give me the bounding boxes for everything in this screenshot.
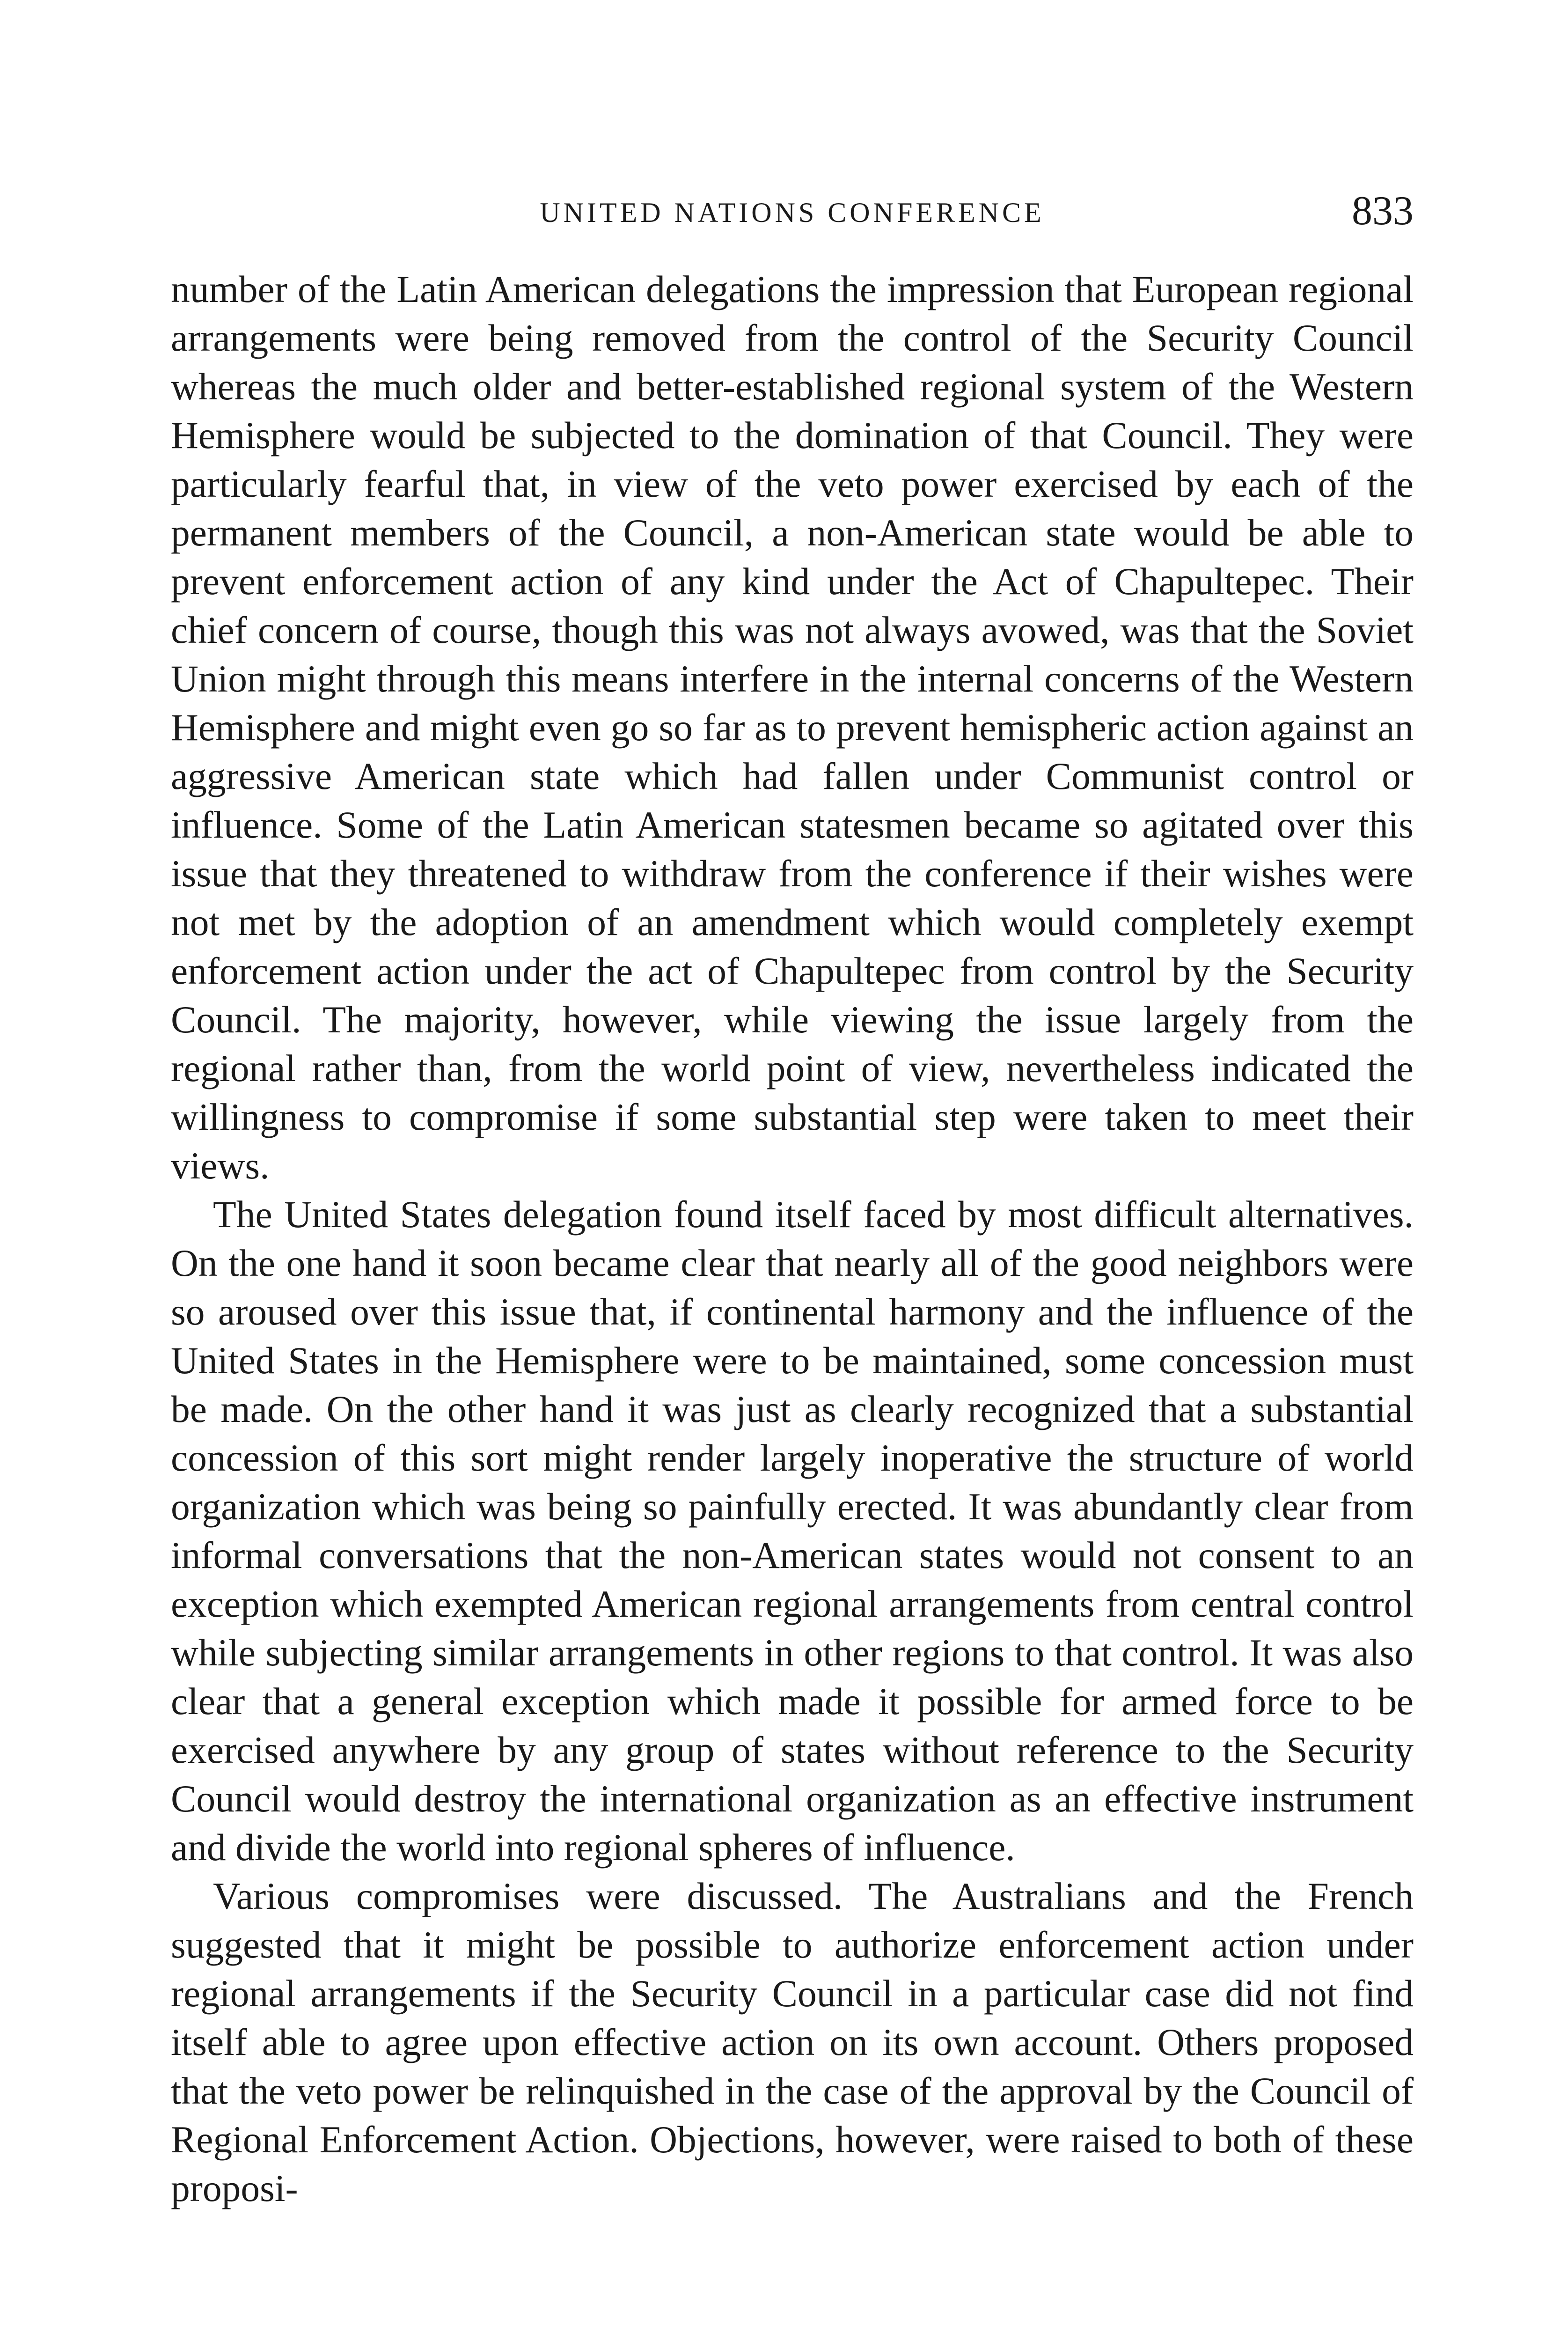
running-head bbox=[171, 187, 1414, 243]
paragraph-1: number of the Latin American delegations the impression that European regional arrangements were being removed from the control of the Security Council whereas the much older and better-established regional system of the Western Hemisphere would be subjected to the domination of that Council. They were particularly fearful that, in view of the veto power exercised by each of the permanent members of the Council, a non-American state would be able to prevent enforcement action of any kind under the Act of Chapultepec. Their chief concern of course, though this was not always avowed, was that the Soviet Union might through this means interfere in the internal concerns of the Western Hemisphere and might even go so far as to prevent hemispheric action against an aggressive American state which had fallen under Communist control or influence. Some of the Latin American statesmen became so agitated over this issue that they threatened to withdraw from the conference if their wishes were not met by the adoption of an amendment which would completely exempt enforcement action under the act of Chapultepec from control by the Security Council. The majority, however, while viewing the issue largely from the regional rather than, from the world point of view, nevertheless indicated the willingness to compromise if some substantial step were taken to meet their views. bbox=[171, 268, 1414, 1187]
body-text bbox=[171, 265, 1414, 2213]
page-number: 833 bbox=[1352, 188, 1414, 234]
running-title: UNITED NATIONS CONFERENCE bbox=[540, 197, 1045, 228]
paragraph-2: The United States delegation found itself faced by most difficult alternatives. On the one hand it soon became clear that nearly all of the good neighbors were so aroused over this issue that, if continental harmony and the influence of the United States in the Hemisphere were to be maintained, some concession must be made. On the other hand it was just as clearly recognized that a substantial concession of this sort might render largely inoperative the structure of world organization which was being so painfully erected. It was abundantly clear from informal conversations that the non-American states would not consent to an exception which exempted American regional arrangements from central control while subjecting similar arrangements in other regions to that control. It was also clear that a general exception which made it possible for armed force to be exercised anywhere by any group of states without reference to the Security Council would destroy the international organization as an effective instrument and divide the world into regional spheres of influence. bbox=[171, 1193, 1414, 1869]
paragraph-3: Various compromises were discussed. The Australians and the French suggested that it might be possible to authorize enforcement action under regional arrangements if the Security Council in a particular case did not find itself able to agree upon effective action on its own account. Others proposed that the veto power be relinquished in the case of the approval by the Council of Regional Enforcement Action. Objections, however, were raised to both of these proposi- bbox=[171, 1875, 1414, 2209]
